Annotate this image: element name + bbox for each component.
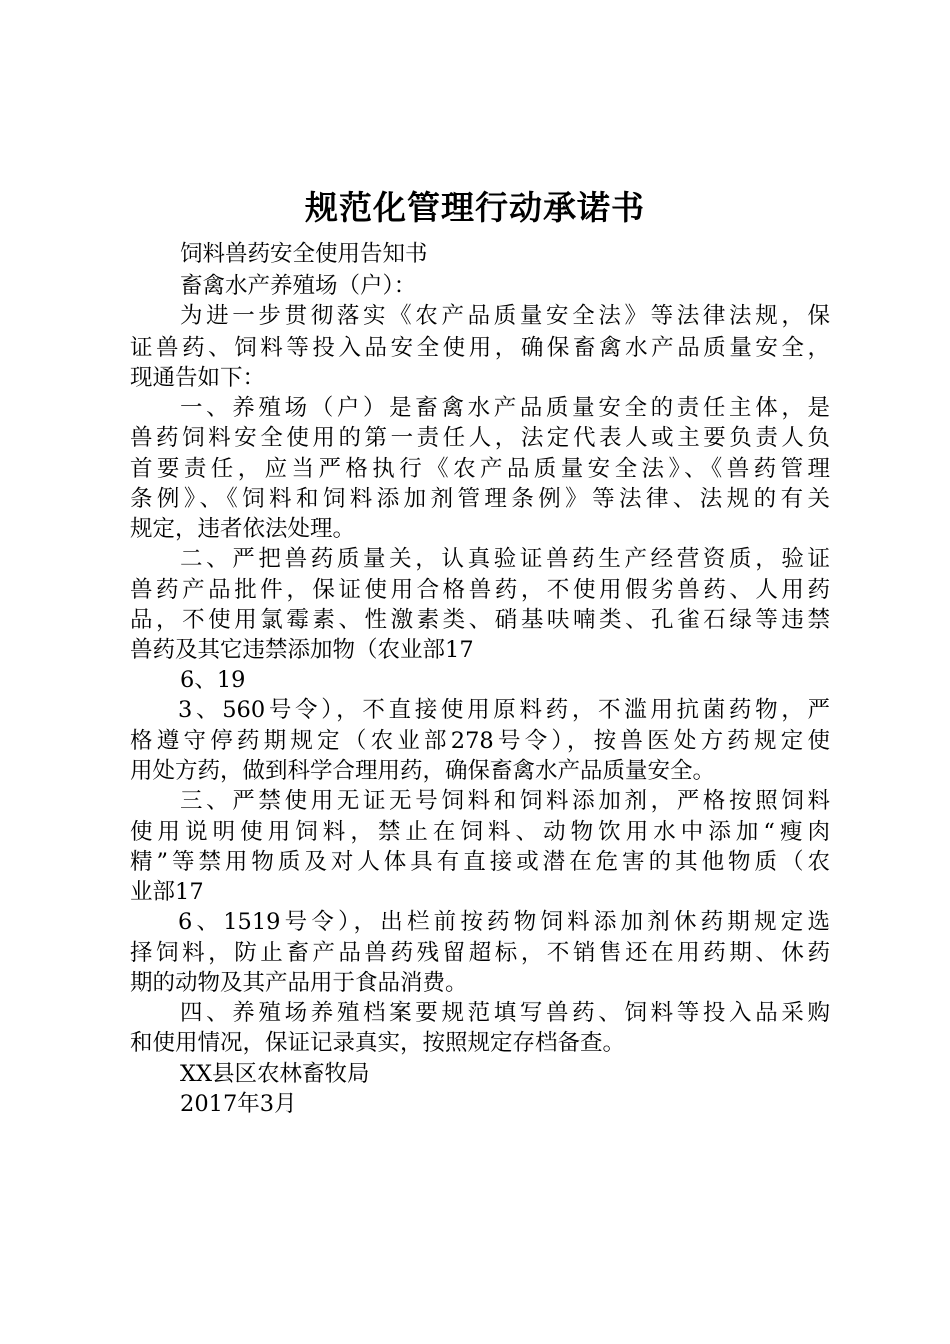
paragraph-line: 二、严把兽药质量关，认真验证兽药生产经营资质，验证 <box>180 546 830 572</box>
issue-date: 2017年3月 <box>180 1091 297 1117</box>
paragraph-line: 证兽药、饲料等投入品安全使用，确保畜禽水产品质量安全， <box>130 335 830 361</box>
paragraph-line: 兽药及其它违禁添加物（农业部17 <box>130 637 474 663</box>
paragraph-line: 四、养殖场养殖档案要规范填写兽药、饲料等投入品采购 <box>180 1000 830 1026</box>
paragraph-line: 6、19 <box>180 667 246 693</box>
paragraph-line: 6、1519号令），出栏前按药物饲料添加剂休药期规定选 <box>178 909 830 935</box>
paragraph-line: 规定，违者依法处理。 <box>130 516 356 542</box>
salutation: 畜禽水产养殖场（户）： <box>180 273 417 299</box>
paragraph-line: 3、560号令），不直接使用原料药，不滥用抗菌药物，严 <box>178 697 830 723</box>
document-title: 规范化管理行动承诺书 <box>305 188 645 227</box>
paragraph-line: 为进一步贯彻落实《农产品质量安全法》等法律法规，保 <box>180 303 830 329</box>
paragraph-line: 使用说明使用饲料，禁止在饲料、动物饮用水中添加“瘦肉 <box>130 819 830 845</box>
notice-heading: 饲料兽药安全使用告知书 <box>180 241 428 267</box>
paragraph-line: 择饲料，防止畜产品兽药残留超标，不销售还在用药期、休药 <box>130 940 830 966</box>
paragraph-line: 和使用情况，保证记录真实，按照规定存档备查。 <box>130 1030 626 1056</box>
paragraph-line: 业部17 <box>130 879 204 905</box>
paragraph-line: 首要责任，应当严格执行《农产品质量安全法》、《兽药管理 <box>130 456 830 482</box>
paragraph-line: 一、养殖场（户）是畜禽水产品质量安全的责任主体，是 <box>180 395 830 421</box>
paragraph-line: 三、严禁使用无证无号饲料和饲料添加剂，严格按照饲料 <box>180 788 830 814</box>
paragraph-line: 兽药产品批件，保证使用合格兽药，不使用假劣兽药、人用药 <box>130 577 830 603</box>
issuer: XX县区农林畜牧局 <box>180 1061 370 1087</box>
paragraph-line: 兽药饲料安全使用的第一责任人，法定代表人或主要负责人负 <box>130 425 830 451</box>
paragraph-line: 期的动物及其产品用于食品消费。 <box>130 970 468 996</box>
paragraph-line: 用处方药，做到科学合理用药，确保畜禽水产品质量安全。 <box>130 758 716 784</box>
paragraph-line: 品，不使用氯霉素、性激素类、硝基呋喃类、孔雀石绿等违禁 <box>130 607 830 633</box>
paragraph-line: 条例》、《饲料和饲料添加剂管理条例》等法律、法规的有关 <box>130 486 830 512</box>
paragraph-line: 格遵守停药期规定（农业部278号令），按兽医处方药规定使 <box>130 728 830 754</box>
paragraph-line: 精”等禁用物质及对人体具有直接或潜在危害的其他物质（农 <box>130 849 830 875</box>
paragraph-line: 现通告如下： <box>130 365 266 391</box>
